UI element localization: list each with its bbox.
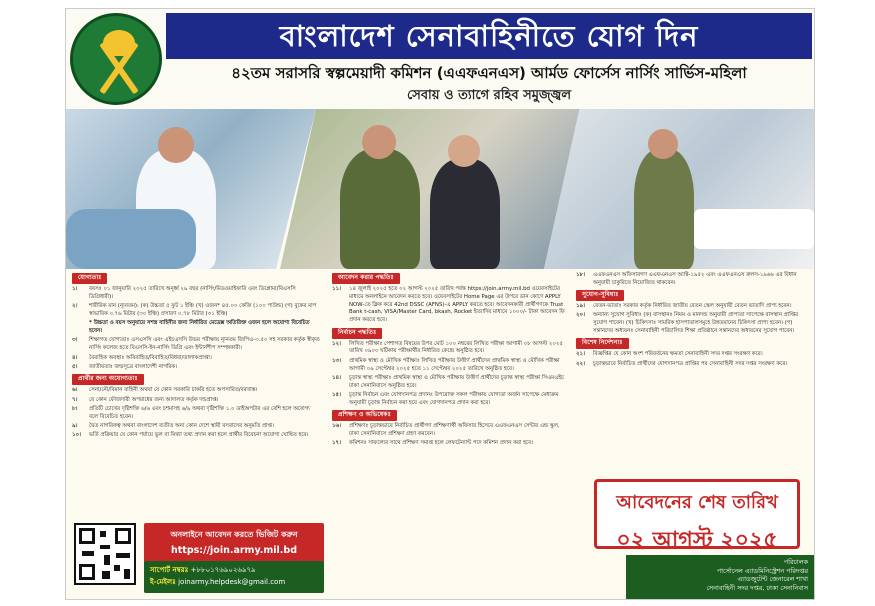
page-title: বাংলাদেশ সেনাবাহিনীতে যোগ দিন	[166, 13, 812, 59]
list-item: ১৭। কমিশনঃ সাফল্যের সাথে প্রশিক্ষণ সমাপ্ত হলে লেফটেন্যান্ট পদে কমিশন প্রদান করা হবে।	[332, 440, 534, 447]
online-apply-link[interactable]: https://join.army.mil.bd	[171, 545, 297, 556]
issuer-line: সেনাবাহিনী সদর দপ্তর, ঢাকা সেনানিবাস	[706, 583, 808, 592]
section-heading-benefits: সুযোগ-সুবিধাঃ	[576, 290, 624, 301]
list-item: ২। শারীরিক মান (ন্যূনতম): (ক) উচ্চতা ৫ ফুট ১ ইঞ্চি (খ) ওজন* ৪৫.০০ কেজি (১০০ পাউন্ড) (গ) বুকের মাপ স্বাভাবিক ০.৭৬ মিটার (৩০ ইঞ্চি) প্রসারণ ০.৭৮ মিটার (৩১ ইঞ্চি)	[72, 303, 317, 317]
recruitment-poster	[65, 8, 815, 600]
officer-patient-photo	[280, 109, 580, 269]
section-heading-apply: আবেদন করার পদ্ধতিঃ	[332, 273, 400, 284]
tagline: সেবায় ও ত্যাগে রহিব সমুজ্জ্বল	[406, 88, 572, 103]
list-item: ১০। ভর্তি প্রক্রিয়ার যে কোন পর্যায়ে ভুল বা মিথ্যা তথ্য প্রদান করা হলে প্রার্থীর বিবেচনা অযোগ্য ঘোষিত হবে।	[72, 432, 309, 439]
issuer-line: এ্যাডজুটেন্ট জেনারেল শাখা	[737, 575, 808, 584]
list-item: * উচ্চতা ও বয়স অনুযায়ে সশস্ত্র বাহিনীর জন্য নির্ধারিত মেডেক্স অতিরিক্ত ওজন হলে অযোগ্য বিবেচিত হবেন।	[89, 320, 310, 335]
support-email[interactable]: joinarmy.helpdesk@gmail.com	[178, 578, 286, 586]
list-item: ২২। চূড়ান্তভাবে নির্বাচিত প্রার্থীদের যোগদানপত্র প্রাপ্তির পর সেনাবাহিনী সদর দপ্তর সংরক্ষণ করে।	[576, 360, 788, 367]
column-eligibility	[72, 272, 320, 517]
list-item: ২০। অন্যান্য সুযোগ সুবিধাঃ (ক) বাসস্থানঃ নিয়ম ও মানদন্ড অনুযায়ী প্রাপ্যতা সাপেক্ষে বাসস্থান প্রাপ্তির সুযোগ পাবেন। (খ) চিকিৎসাঃ সামরিক হাসপাতালসমূহে উন্নতমানের চিকিৎসা প্রাপ্য হবেন। (গ) সন্তানদের অধ্যয়নঃ সেনাবাহিনী পরিচালিত শিক্ষা প্রতিষ্ঠানে সন্তানদের অধ্যয়নের সুযোগ পাবেন।	[576, 312, 799, 335]
list-item: ১৮। এএফএনএস অফিসারগণ এএফএনএস অ্যাক্ট-১৯৫২ এবং এএফএনএস রুলস-১৯৬৬ এর বিধান অনুযায়ী চাকুরিতে নিয়োজিত থাকবেন।	[576, 272, 797, 286]
header	[66, 9, 815, 109]
list-item: ৮। প্রতিটি চোখের দৃষ্টিশক্তি ৬/৬ এবং চশমাসহ ৬/৯ অথবা দৃষ্টিশক্তি ১.০ ডাইঅপটার এর বেশি হলে অযোগ্য বলে বিবেচিত হবেন।	[72, 405, 310, 420]
list-item: ১২। লিখিত পরীক্ষাঃ পেশাগত বিষয়ের উপর মোট ১০০ নম্বরের লিখিত পরীক্ষা আগামী ০৮ আগস্ট ২০২৫ তারিখ ০৯০০ ঘটিকায় পরীক্ষার্থীর নির্ধারিত কেন্দ্রে অনুষ্ঠিত হবে।	[332, 340, 563, 355]
issuer-line: পার্সোনেল এ্যাডমিনিস্ট্রেশন পরিদপ্তর	[716, 566, 808, 575]
list-item: ৫। জাতীয়তাঃ জন্মসূত্রে বাংলাদেশী নাগরিক।	[72, 363, 178, 370]
nurse-patient-photo	[66, 109, 316, 269]
page-subtitle: ৪২তম সরাসরি স্বল্পমেয়াদী কমিশন (এএফএনএস) আর্মড ফোর্সেস নার্সিং সার্ভিস-মহিলা	[231, 64, 747, 82]
list-item: ১৫। চূড়ান্ত নির্বাচন এবং যোগদানপত্র প্রদানঃ উপরোক্ত সকল পরীক্ষায় যোগ্যতা অর্জন সাপেক্ষে মেধাক্রম অনুযায়ী চূড়ান্ত নির্বাচন করা হবে এবং যোগদানপত্র প্রদান করা হবে।	[332, 392, 559, 406]
column-benefits	[576, 272, 812, 472]
deadline-date: ০২ আগস্ট ২০২৫	[616, 528, 778, 553]
deadline-label: আবেদনের শেষ তারিখ	[616, 492, 778, 513]
issuer-footer	[626, 555, 814, 599]
deadline-box	[594, 479, 800, 553]
section-heading-selection: নির্বাচন পদ্ধতিঃ	[332, 328, 382, 339]
support-phone-label: সাপোর্ট নম্বরঃ	[150, 566, 189, 574]
support-phone[interactable]: +৮৮০১৭৬৯০২৬৯৭৯	[190, 566, 256, 574]
support-box	[144, 561, 324, 593]
list-item: ১৩। প্রাথমিক স্বাস্থ্য ও মৌখিক পরীক্ষাঃ লিখিত পরীক্ষায় উত্তীর্ণ প্রার্থীদের প্রাথমিক স্বাস্থ্য ও মৌখিক পরীক্ষা আগামী ০৯ সেপ্টেম্বর ২০২৫ হতে ১১ সেপ্টেম্বর ২০২৫ তারিখে অনুষ্ঠিত হবে।	[332, 357, 560, 372]
list-item: ১৪। চূড়ান্ত স্বাস্থ্য পরীক্ষাঃ প্রাথমিক স্বাস্থ্য ও মৌখিক পরীক্ষায় উত্তীর্ণ প্রার্থীদের চূড়ান্ত স্বাস্থ্য পরীক্ষা সিএমএইচ ঢাকা সেনানিবাসে অনুষ্ঠিত হবে।	[332, 374, 564, 389]
list-item: ২১। বিজ্ঞপ্তির যে কোন অংশ পরিবর্তনের ক্ষমতা সেনাবাহিনী সদর দপ্তর সংরক্ষণ করে।	[576, 351, 763, 358]
list-item: ১৬। প্রশিক্ষণঃ চূড়ান্তভাবে নির্বাচিত প্রার্থীগণ প্রশিক্ষণার্থী অফিসার হিসেবে এএফএনএস সেন্টার এন্ড স্কুল, ঢাকা সেনানিবাসে প্রশিক্ষণ গ্রহণ করবেন।	[332, 423, 560, 438]
list-item: ৪। বৈবাহিক অবস্থাঃ অবিবাহিত/বিবাহিত/বিধবা/তালাকপ্রাপ্তা।	[72, 354, 212, 361]
list-item: ৩। শিক্ষাগত যোগ্যতাঃ এসএসসি এবং এইচএসসি উভয় পরীক্ষায় ন্যূনতম জিপিএ-৩.৫০ সহ সরকার কর্তৃক স্বীকৃত নার্সিং কলেজ হতে বিএসসি-ইন-নার্সিং ডিগ্রি এবং ইন্টার্নশীপ সম্পন্নকারী।	[72, 337, 320, 352]
column-apply-selection	[332, 272, 570, 600]
army-emblem-icon	[70, 13, 162, 105]
list-item: ৭। যে কোন ফৌজদারী অপরাধের জন্য আদালত কর্তৃক দন্ডপ্রাপ্ত।	[72, 396, 219, 403]
section-heading-eligibility: যোগ্যতাঃ	[72, 273, 107, 284]
list-item: ৬। সেনা/নৌ/বিমান বাহিনী অথবা যে কোন সরকারি চাকরি হতে অপসারিত/বরখাস্ত।	[72, 387, 258, 394]
list-item: ১১। ১৪ জুলাই ২০২৫ হতে ০২ আগস্ট ২০২৫ তারিখ পর্যন্ত https://join.army.mil.bd ওয়েবসাইটের মাধ্যমে অনলাইনে আবেদন করতে হবে। ওয়েবসাইটের Home Page এর উপরে ডান কোণে APPLY NOW-তে ক্লিক করে 42nd DSSC (AFNS)-এ APPLY করতে হবে। আবেদনকারী প্রার্থীগণকে Trust Bank t-cash, VISA/Master Card, bkash, Rocket ইত্যাদির মাধ্যমে ১০০০/- টাকা আবেদন ফি প্রদান করতে হবে।	[332, 285, 565, 324]
list-item: ৯। দ্বৈত নাগরিকত্ব অথবা বাংলাদেশ ব্যতীত অন্য কোন দেশে স্থায়ী বসবাসের অনুমতি প্রাপ্ত।	[72, 423, 274, 430]
section-heading-ineligible: প্রার্থীর জন্য অযোগ্যতাঃ	[72, 374, 144, 385]
qr-code-icon[interactable]	[74, 523, 136, 585]
list-item: ১৯। বেতন-ভাতাঃ সরকার কর্তৃক নির্ধারিত জাতীয় বেতন স্কেল অনুযায়ী বেতন ভাতাদি প্রাপ্য হবেন।	[576, 303, 792, 310]
support-email-label: ই-মেইলঃ	[150, 578, 176, 586]
section-heading-training: প্রশিক্ষণ ও অভিষেকঃ	[332, 410, 397, 421]
online-apply-title: অনলাইনে আবেদন করতে ভিজিট করুন	[170, 530, 298, 539]
photo-strip	[66, 109, 815, 269]
issuer-line: পরিচালক	[783, 558, 808, 566]
section-heading-instructions: বিশেষ নির্দেশনাঃ	[576, 338, 629, 349]
ward-care-photo	[544, 109, 815, 269]
list-item: ১। বয়সঃ ০১ জানুয়ারি ২০২৫ তারিখে অনূর্ধ্ব ২৯ বছর (নার্সিং/মিডওয়াইফারি এবং ডিপ্লোমা/বিএসসি ডিগ্রিধারী)।	[72, 285, 296, 300]
